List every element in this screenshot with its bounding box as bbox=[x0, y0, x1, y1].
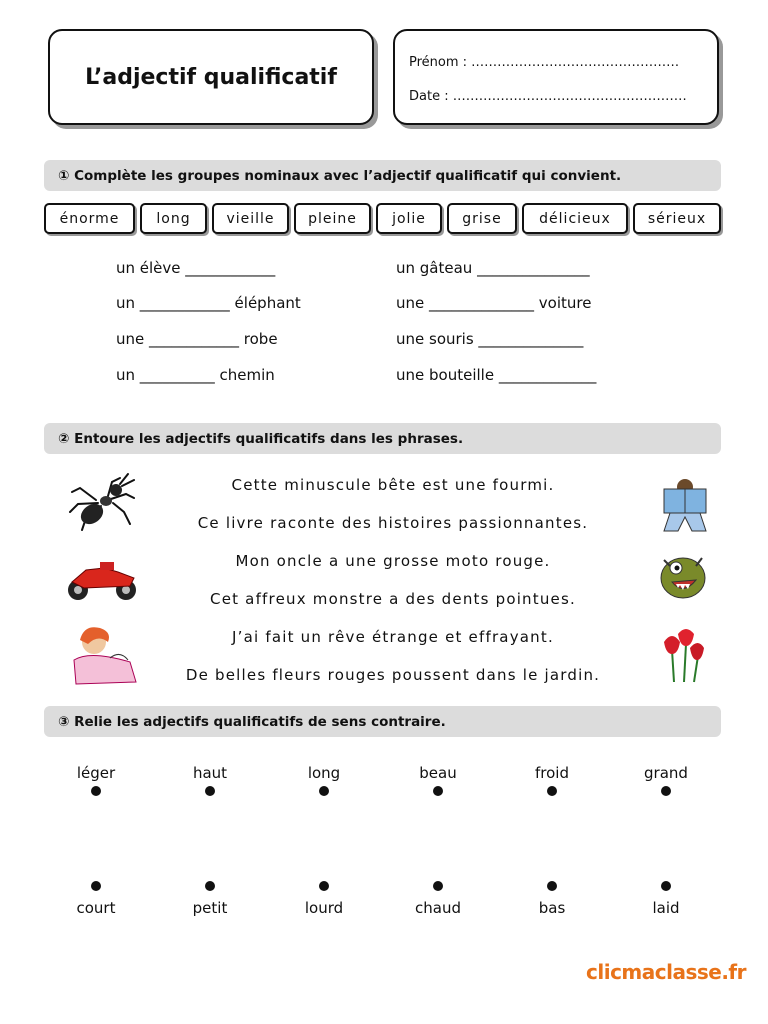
section3-heading: ③ Relie les adjectifs qualificatifs de sens contraire. bbox=[44, 706, 721, 737]
word-box: jolie bbox=[376, 203, 442, 234]
date-field[interactable]: Date : ……………………………………………… bbox=[409, 89, 687, 104]
fill-item[interactable]: un ____________ éléphant bbox=[116, 294, 301, 312]
section2-heading: ② Entoure les adjectifs qualificatifs dans les phrases. bbox=[44, 423, 721, 454]
fill-item[interactable]: une ______________ voiture bbox=[396, 294, 592, 312]
top-dot[interactable] bbox=[433, 786, 443, 796]
fill-item[interactable]: un gâteau _______________ bbox=[396, 259, 590, 277]
bottom-dot[interactable] bbox=[319, 881, 329, 891]
word-box: énorme bbox=[44, 203, 135, 234]
fill-item[interactable]: un élève ____________ bbox=[116, 259, 276, 277]
sentence[interactable]: Cet affreux monstre a des dents pointues. bbox=[210, 590, 576, 608]
bottom-dot[interactable] bbox=[433, 881, 443, 891]
top-word: froid bbox=[535, 764, 569, 782]
bottom-word: chaud bbox=[415, 899, 461, 917]
bottom-word: laid bbox=[652, 899, 680, 917]
bottom-dot[interactable] bbox=[547, 881, 557, 891]
prenom-field[interactable]: Prénom : ………………………………………… bbox=[409, 55, 680, 70]
bottom-dot[interactable] bbox=[661, 881, 671, 891]
tulips-icon bbox=[660, 626, 706, 684]
motorcycle-icon bbox=[64, 558, 140, 602]
word-box: sérieux bbox=[633, 203, 721, 234]
sentence[interactable]: Ce livre raconte des histoires passionnantes. bbox=[197, 514, 589, 532]
top-dot[interactable] bbox=[547, 786, 557, 796]
page-title: L’adjectif qualificatif bbox=[85, 64, 337, 90]
top-dot[interactable] bbox=[205, 786, 215, 796]
monster-icon bbox=[652, 546, 714, 608]
word-box: long bbox=[140, 203, 207, 234]
fill-item[interactable]: un __________ chemin bbox=[116, 366, 275, 384]
ant-icon bbox=[68, 470, 138, 535]
reading-child-icon bbox=[656, 475, 714, 535]
word-box: grise bbox=[447, 203, 517, 234]
sleeping-girl-icon bbox=[70, 620, 140, 688]
sentence[interactable]: Cette minuscule bête est une fourmi. bbox=[231, 476, 555, 494]
sentence[interactable]: Mon oncle a une grosse moto rouge. bbox=[235, 552, 551, 570]
top-word: long bbox=[307, 764, 341, 782]
fill-item[interactable]: une souris ______________ bbox=[396, 330, 584, 348]
top-word: beau bbox=[419, 764, 457, 782]
word-box: délicieux bbox=[522, 203, 628, 234]
bottom-word: lourd bbox=[304, 899, 344, 917]
top-word: léger bbox=[76, 764, 116, 782]
fill-item[interactable]: une ____________ robe bbox=[116, 330, 278, 348]
top-word: haut bbox=[192, 764, 228, 782]
top-dot[interactable] bbox=[661, 786, 671, 796]
name-box bbox=[393, 29, 719, 125]
sentence[interactable]: De belles fleurs rouges poussent dans le jardin. bbox=[185, 666, 601, 684]
word-box: pleine bbox=[294, 203, 371, 234]
bottom-dot[interactable] bbox=[205, 881, 215, 891]
top-dot[interactable] bbox=[91, 786, 101, 796]
site-logo: clicmaclasse.fr bbox=[586, 960, 746, 984]
fill-item[interactable]: une bouteille _____________ bbox=[396, 366, 597, 384]
bottom-word: bas bbox=[538, 899, 566, 917]
top-word: grand bbox=[644, 764, 688, 782]
bottom-word: court bbox=[76, 899, 116, 917]
bottom-dot[interactable] bbox=[91, 881, 101, 891]
bottom-word: petit bbox=[192, 899, 228, 917]
title-box bbox=[48, 29, 374, 125]
section1-heading: ① Complète les groupes nominaux avec l’adjectif qualificatif qui convient. bbox=[44, 160, 721, 191]
sentence[interactable]: J’ai fait un rêve étrange et effrayant. bbox=[232, 628, 554, 646]
top-dot[interactable] bbox=[319, 786, 329, 796]
word-box: vieille bbox=[212, 203, 289, 234]
